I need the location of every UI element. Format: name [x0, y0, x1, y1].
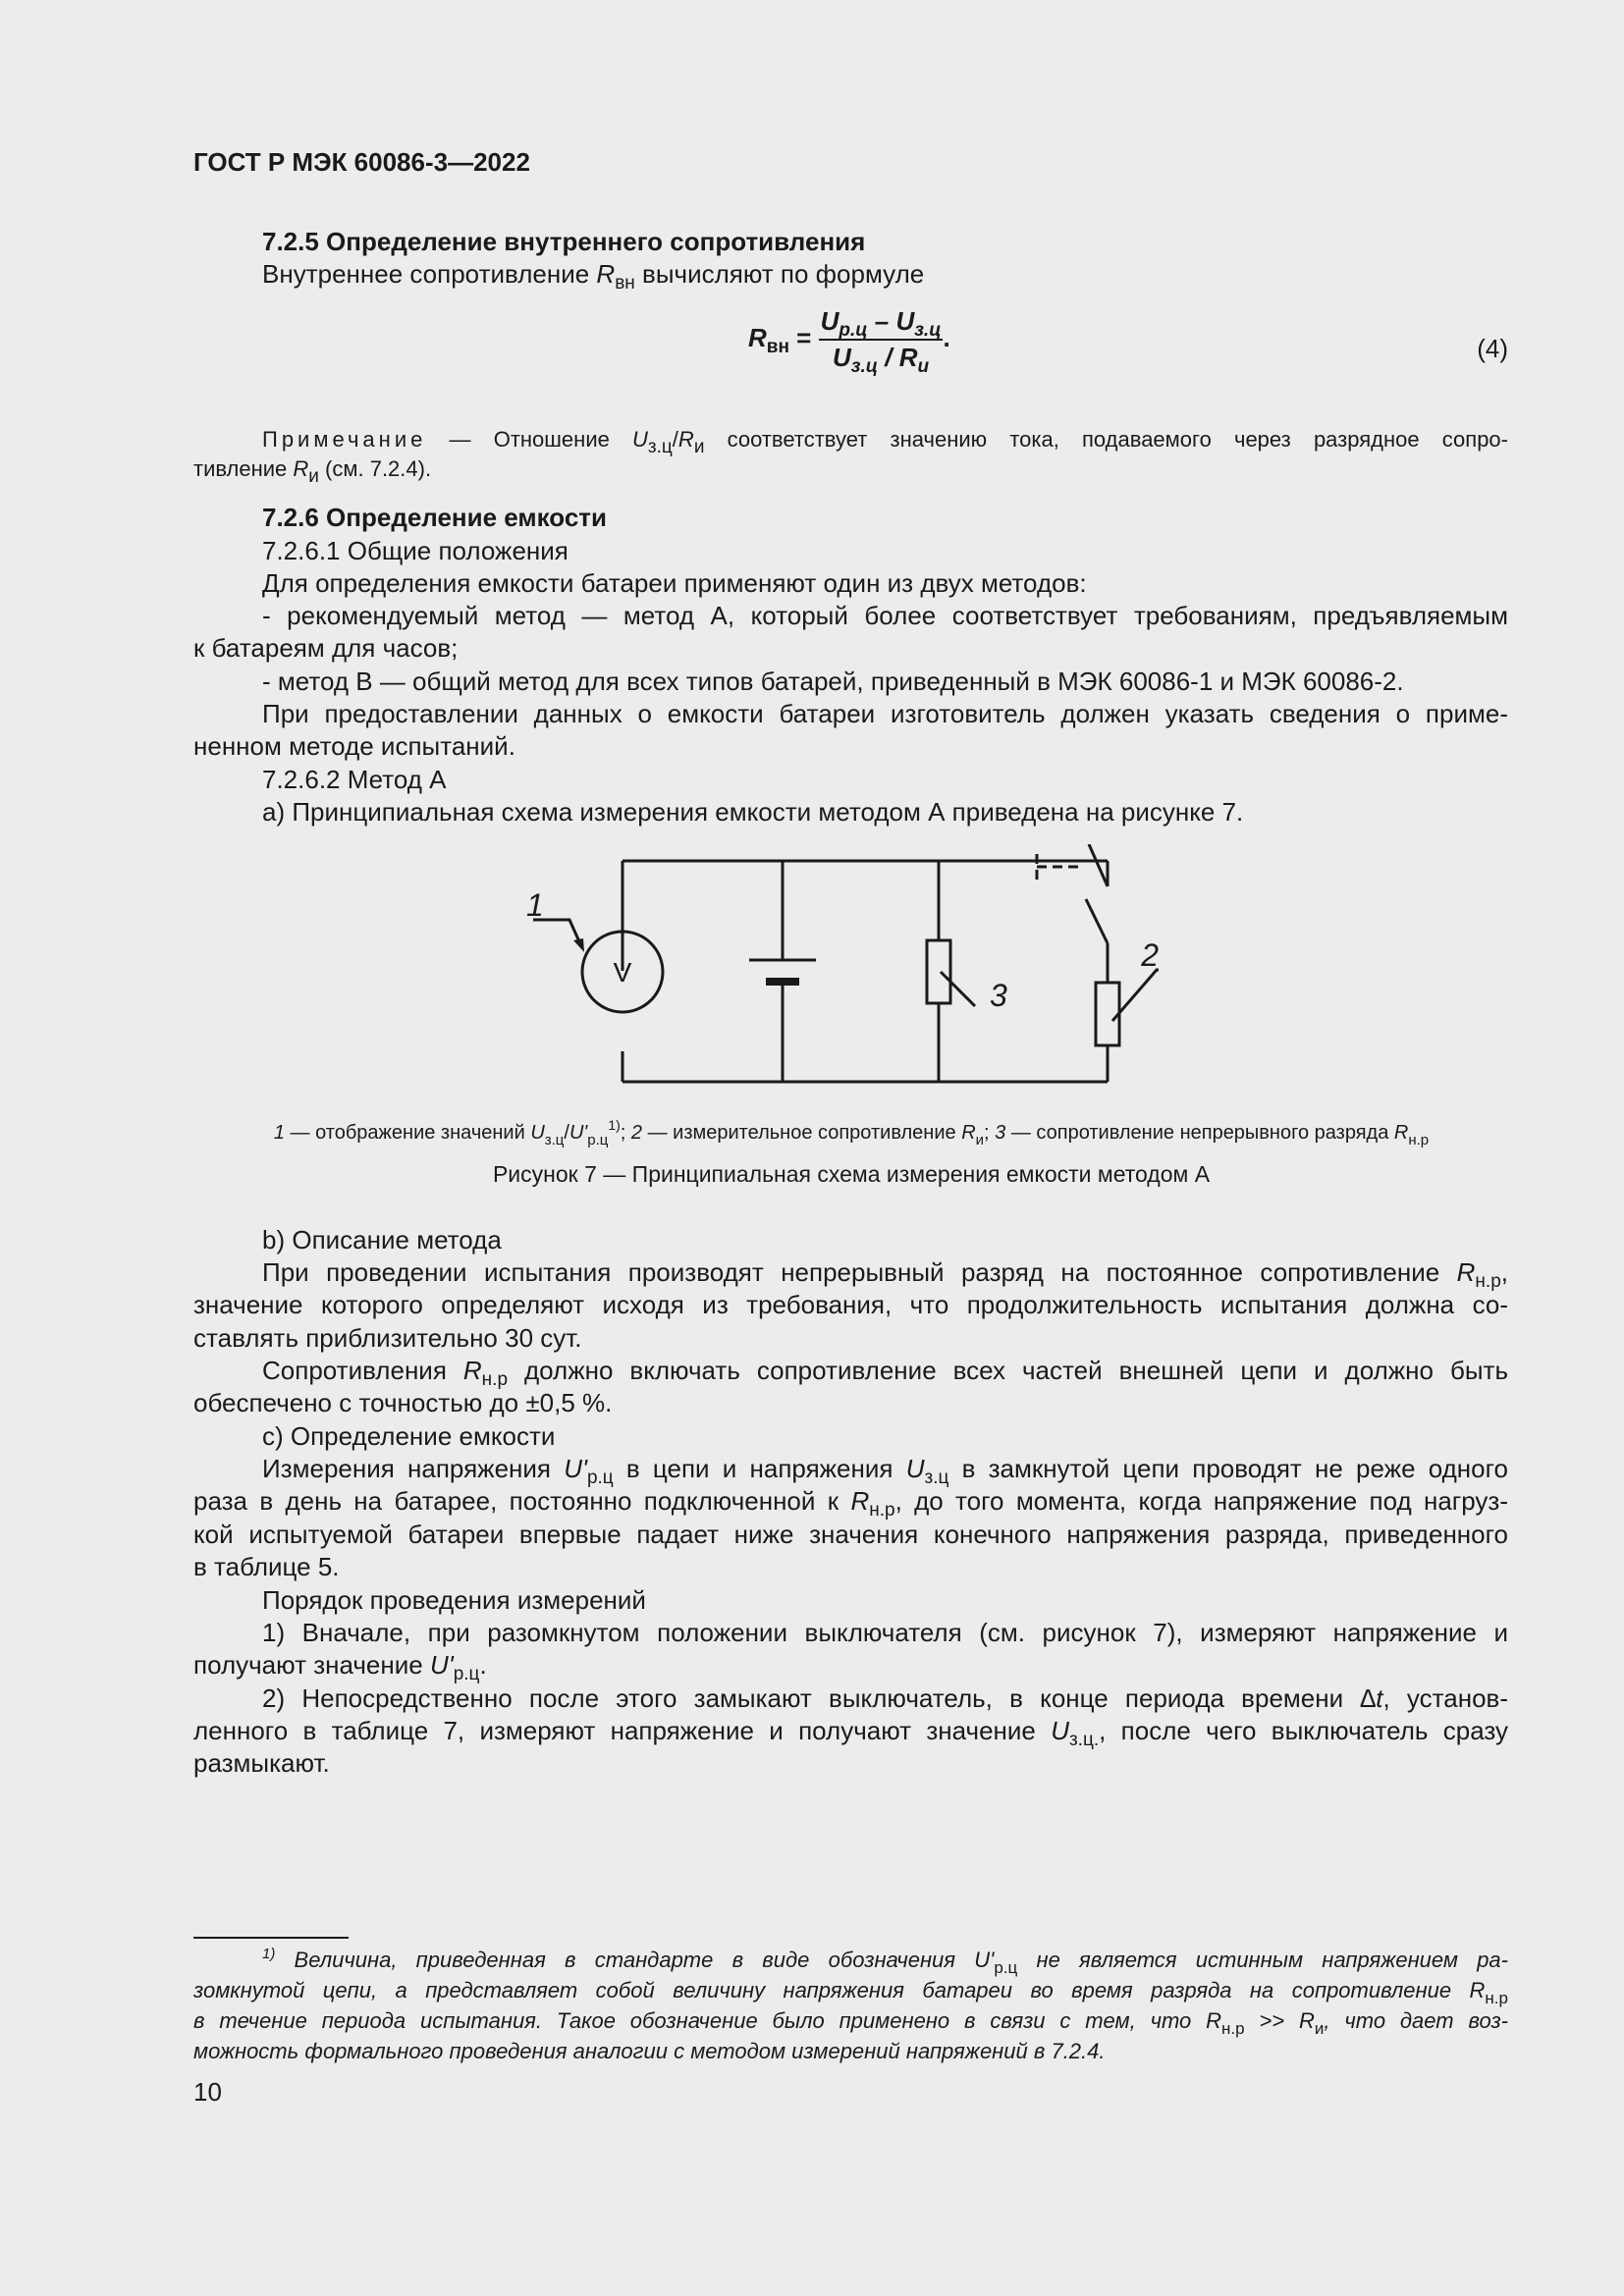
leader-3: [941, 972, 975, 1006]
paragraph-method-a-line-2: к батареям для часов;: [193, 633, 459, 663]
switch-blade: [1086, 844, 1108, 943]
page-number: 10: [193, 2077, 222, 2107]
step-2-line-2: ленного в таблице 7, измеряют напряжение и получают значение $U_{з.ц.}$, после чего выключатель сразу: [193, 1716, 1508, 1750]
section-heading-7-2-6: 7.2.6 Определение емкости: [262, 503, 608, 532]
paragraph-c1-line-2: раза в день на батарее, постоянно подключенной к $R_{н.р}$, до того момента, когда напряжение под нагруз-: [193, 1486, 1509, 1521]
step-1-line-2: получают значение $U'_{р.ц}$.: [193, 1650, 487, 1684]
leader-1: [533, 920, 582, 948]
figure-label-3: 3: [990, 978, 1007, 1013]
formula-fraction: $\frac{U_{р.ц} - U_{з.ц}}{U_{з.ц} / R_и}$: [820, 306, 942, 377]
subheading-b: b) Описание метода: [262, 1225, 502, 1255]
switch-actuator: [1037, 854, 1081, 883]
paragraph-method-b: - метод В — общий метод для всех типов батарей, приведенный в МЭК 60086-1 и МЭК 60086-2.: [262, 667, 1404, 696]
footnote-line-1: $^{1)}$ Величина, приведенная в стандарте в виде обозначения $U'_{р.ц}$ не является истинным напряжением ра-: [262, 1946, 1508, 1977]
section-heading-7-2-5: 7.2.5 Определение внутреннего сопротивления: [262, 227, 866, 256]
paragraph-capacity-data-line-1: При предоставлении данных о емкости батареи изготовитель должен указать сведения о приме-: [262, 699, 1508, 728]
figure-label-2: 2: [1141, 937, 1159, 973]
formula-number: (4): [1477, 334, 1508, 363]
leader-1-arrow: [573, 938, 584, 952]
resistor-2-symbol: [1096, 983, 1119, 1045]
resistor-3-symbol: [927, 940, 950, 1003]
figure-label-1: 1: [526, 887, 544, 923]
subsection-7-2-6-1: 7.2.6.1 Общие положения: [262, 536, 568, 565]
subsection-7-2-6-2: 7.2.6.2 Метод А: [262, 765, 447, 794]
note-line-2: тивление $R_и$ (см. 7.2.4).: [193, 456, 432, 487]
paragraph-c1-line-1: Измерения напряжения $U'_{р.ц}$ в цепи и напряжения $U_{з.ц}$ в замкнутой цепи проводят не реже одного: [262, 1454, 1509, 1488]
paragraph-b1-line-3: ставлять приблизительно 30 сут.: [193, 1323, 582, 1353]
subheading-c: с) Определение емкости: [262, 1421, 556, 1451]
paragraph-capacity-data-line-2: ненном методе испытаний.: [193, 731, 515, 761]
paragraph-order: Порядок проведения измерений: [262, 1585, 646, 1615]
figure-legend: 1 — отображение значений $U_{з.ц}/U'_{р.ц}^{1)}$; 2 — измерительное сопротивление $R_и$; 3 — сопротивление непрерывного разряда $R_{н.р}$: [273, 1117, 1430, 1148]
paragraph-c1-line-4: в таблице 5.: [193, 1552, 340, 1581]
paragraph-c1-line-3: кой испытуемой батареи впервые падает ниже значения конечного напряжения разряда, приведенного: [193, 1520, 1508, 1549]
document-header: ГОСТ Р МЭК 60086-3—2022: [193, 147, 530, 177]
step-2-line-3: размыкают.: [193, 1748, 330, 1778]
paragraph-b1-line-2: значение которого определяют исходя из требования, что продолжительность испытания должна со-: [193, 1290, 1508, 1319]
step-1-line-1: 1) Вначале, при разомкнутом положении выключателя (см. рисунок 7), измеряют напряжение и: [262, 1618, 1508, 1647]
paragraph-b1-line-1: При проведении испытания производят непрерывный разряд на постоянное сопротивление $R_{н.р}$,: [262, 1257, 1508, 1292]
voltmeter-label: V: [613, 957, 632, 988]
paragraph-b2-line-2: обеспечено с точностью до ±0,5 %.: [193, 1388, 613, 1417]
paragraph-b2-line-1: Сопротивления $R_{н.р}$ должно включать сопротивление всех частей внешней цепи и должно быть: [262, 1356, 1508, 1390]
paragraph-method-a-line-1: - рекомендуемый метод — метод А, который более соответствует требованиям, предъявляемым: [262, 601, 1508, 630]
note-line-1: Примечание — Отношение $U_{з.ц}/R_и$ соответствует значению тока, подаваемого через разрядное сопро-: [262, 427, 1508, 457]
paragraph-methods-intro: Для определения емкости батареи применяют один из двух методов:: [262, 568, 1087, 598]
step-2-line-1: 2) Непосредственно после этого замыкают выключатель, в конце периода времени ∆t, установ-: [262, 1683, 1508, 1713]
figure-caption: Рисунок 7 — Принципиальная схема измерения емкости методом А: [492, 1161, 1211, 1187]
circuit-diagram: [491, 844, 1159, 1099]
paragraph-figure-ref: а) Принципиальная схема измерения емкости методом А приведена на рисунке 7.: [262, 797, 1244, 827]
footnote-separator: [193, 1937, 349, 1939]
paragraph-resistance-intro: Внутреннее сопротивление $R_{вн}$ вычисляют по формуле: [262, 259, 925, 294]
footnote-line-2: зомкнутой цепи, а представляет собой величину напряжения батареи во время разряда на сопротивление $R_{н.р}$: [193, 1978, 1508, 2007]
footnote-line-4: можность формального проведения аналогии с методом измерений напряжений в 7.2.4.: [193, 2039, 1106, 2063]
footnote-line-3: в течение периода испытания. Такое обозначение было применено в связи с тем, что $R_{н.р} >> R_и$, что дает воз-: [193, 2008, 1508, 2038]
formula-internal-resistance: $R_{вн}$ = $\frac{U_{р.ц} - U_{з.ц}}{U_{з.ц} / R_и}$ .: [748, 306, 950, 377]
